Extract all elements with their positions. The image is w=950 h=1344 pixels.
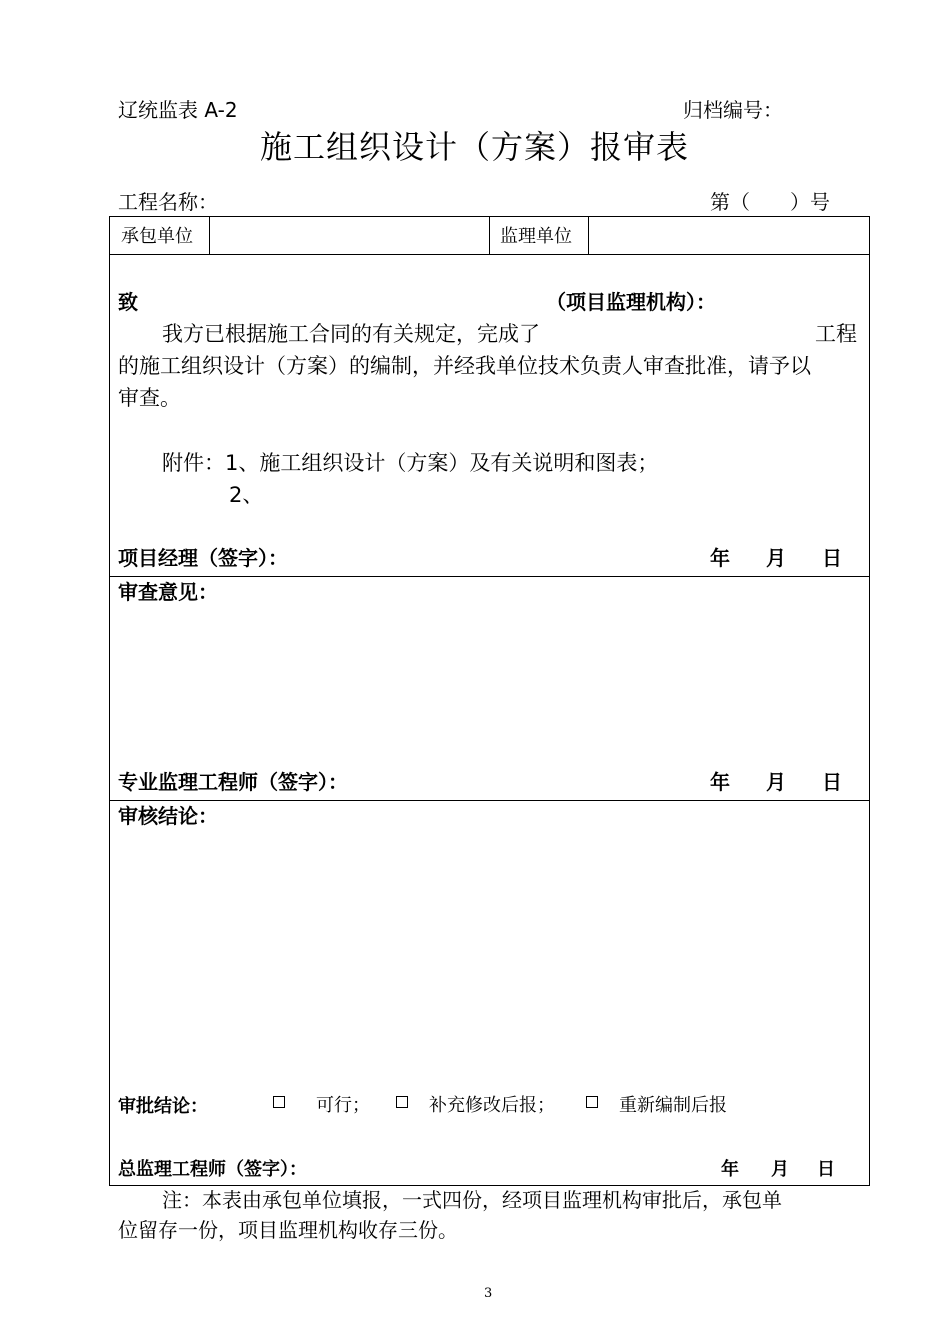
archive-number-label: 归档编号： — [683, 98, 783, 122]
row-divider — [109, 576, 870, 577]
date-year: 年 — [710, 770, 730, 794]
supervisor-field[interactable] — [595, 222, 863, 248]
date-day: 日 — [822, 770, 842, 794]
attachment-2: 2、 — [229, 483, 264, 507]
note-line2: 位留存一份，项目监理机构收存三份。 — [118, 1218, 458, 1242]
approval-conclusion-label: 审批结论： — [118, 1096, 208, 1117]
row-divider — [109, 800, 870, 801]
page-title: 施工组织设计（方案）报审表 — [260, 128, 690, 166]
agency-label: （项目监理机构）： — [546, 290, 716, 314]
cell-divider — [489, 216, 490, 254]
audit-conclusion-title: 审核结论： — [118, 804, 218, 828]
cell-divider — [588, 216, 589, 254]
body-text-line3: 审查。 — [118, 386, 181, 410]
attachment-1: 附件：1、施工组织设计（方案）及有关说明和图表； — [162, 451, 659, 475]
page-number: 3 — [484, 1286, 493, 1301]
contractor-label: 承包单位 — [121, 226, 193, 247]
option-revise-resubmit-label: 补充修改后报； — [429, 1095, 555, 1116]
note-line1: 注：本表由承包单位填报，一式四份，经项目监理机构审批后，承包单 — [162, 1188, 782, 1212]
specialist-engineer-signature-label: 专业监理工程师（签字）： — [118, 770, 348, 794]
to-label: 致 — [118, 290, 138, 314]
contractor-field[interactable] — [216, 222, 484, 248]
option-feasible-label: 可行； — [316, 1095, 370, 1116]
checkbox-revise-resubmit[interactable] — [396, 1096, 408, 1108]
checkbox-recompile-resubmit[interactable] — [586, 1096, 598, 1108]
option-recompile-resubmit-label: 重新编制后报 — [619, 1095, 727, 1116]
row-divider — [109, 254, 870, 255]
body-text-line2: 的施工组织设计（方案）的编制，并经我单位技术负责人审查批准，请予以 — [118, 354, 811, 378]
supervisor-label: 监理单位 — [500, 226, 572, 247]
form-number-label: 第（ ）号 — [710, 190, 830, 214]
body-text-project: 工程 — [815, 322, 857, 346]
chief-engineer-signature-label: 总监理工程师（签字）： — [118, 1159, 307, 1180]
review-opinion-title: 审查意见： — [118, 580, 218, 604]
project-name-label: 工程名称： — [118, 190, 218, 214]
cell-divider — [209, 216, 210, 254]
body-text-line1: 我方已根据施工合同的有关规定，完成了 — [162, 322, 540, 346]
date-year: 年 — [710, 546, 730, 570]
checkbox-feasible[interactable] — [273, 1096, 285, 1108]
date-day: 日 — [822, 546, 842, 570]
date-year: 年 — [721, 1159, 739, 1180]
form-code: 辽统监表 A-2 — [118, 98, 238, 122]
date-month: 月 — [766, 546, 786, 570]
project-manager-signature-label: 项目经理（签字）： — [118, 546, 288, 570]
date-month: 月 — [771, 1159, 789, 1180]
date-day: 日 — [817, 1159, 835, 1180]
date-month: 月 — [766, 770, 786, 794]
